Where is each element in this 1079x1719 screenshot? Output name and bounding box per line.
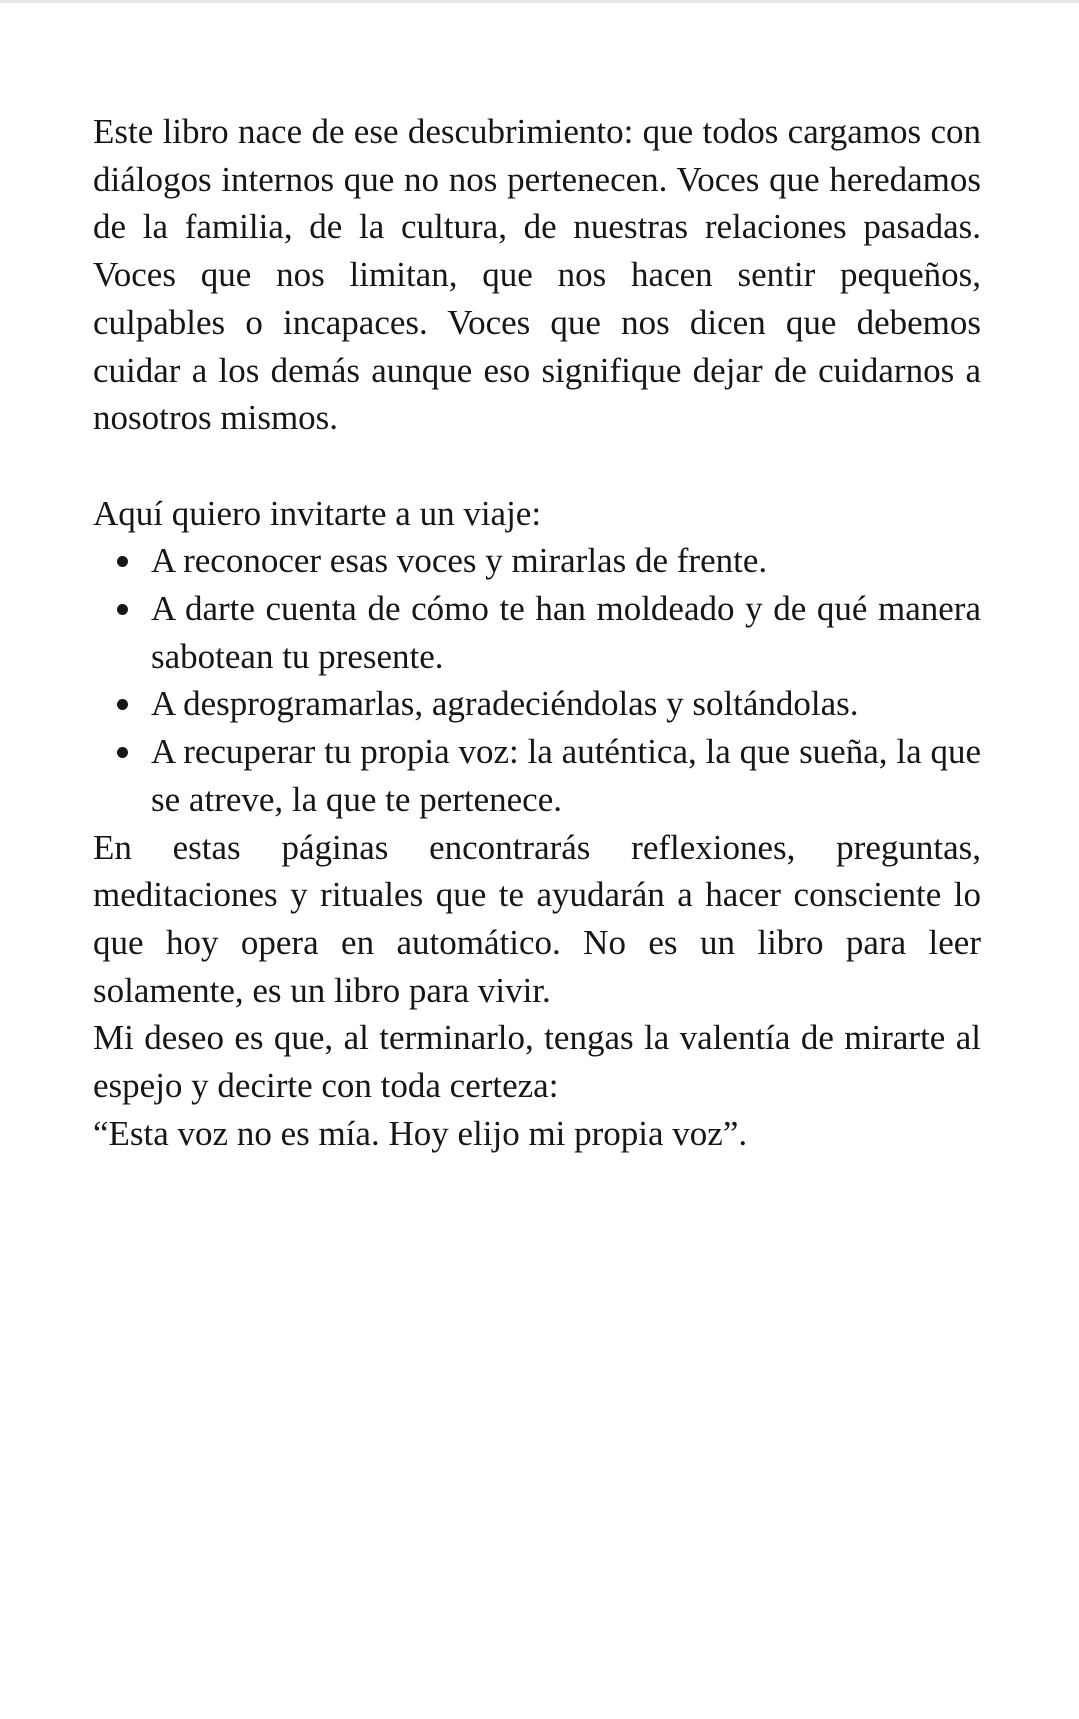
book-page [93, 108, 981, 1157]
bullet-icon [117, 747, 128, 758]
intro-paragraph: Este libro nace de ese descubrimiento: que todos cargamos con diálogos internos que no nos pertenecen. Voces que heredamos de la familia, de la cultura, de nuestras relaciones pasadas. Voces que nos limitan, que nos hacen sentir pequeños, culpables o incapaces. Voces que nos dicen que debemos cuidar a los demás aunque eso signifique dejar de cuidarnos a nosotros mismos. [93, 112, 981, 438]
bullet-icon [117, 699, 128, 710]
list-item [93, 728, 981, 823]
wish-paragraph: Mi deseo es que, al terminarlo, tengas la valentía de mirarte al espejo y decirte con toda certeza: [93, 1018, 981, 1106]
bullet-icon [117, 604, 128, 615]
invitation-line: Aquí quiero invitarte a un viaje: [93, 493, 542, 533]
list-item [93, 537, 981, 585]
list-item-text: A darte cuenta de cómo te han moldeado y de qué manera sabotean tu presente. [151, 589, 981, 676]
pages-paragraph: En estas páginas encontrarás reflexiones, preguntas, meditaciones y rituales que te ayudarán a hacer consciente lo que hoy opera en automático. No es un libro para leer solamente, es un libro para vivir. [93, 827, 981, 1010]
list-item-text: A desprogramarlas, agradeciéndolas y soltándolas. [151, 684, 859, 724]
top-divider [0, 0, 1079, 3]
list-item [93, 680, 981, 728]
journey-list [93, 537, 981, 823]
paragraph-spacer [93, 442, 981, 490]
list-item-text: A reconocer esas voces y mirarlas de frente. [151, 541, 768, 581]
bullet-icon [117, 556, 128, 567]
closing-quote: “Esta voz no es mía. Hoy elijo mi propia voz”. [93, 1113, 748, 1153]
list-item-text: A recuperar tu propia voz: la auténtica, la que sueña, la que se atreve, la que te pertenece. [151, 732, 981, 819]
list-item [93, 585, 981, 680]
